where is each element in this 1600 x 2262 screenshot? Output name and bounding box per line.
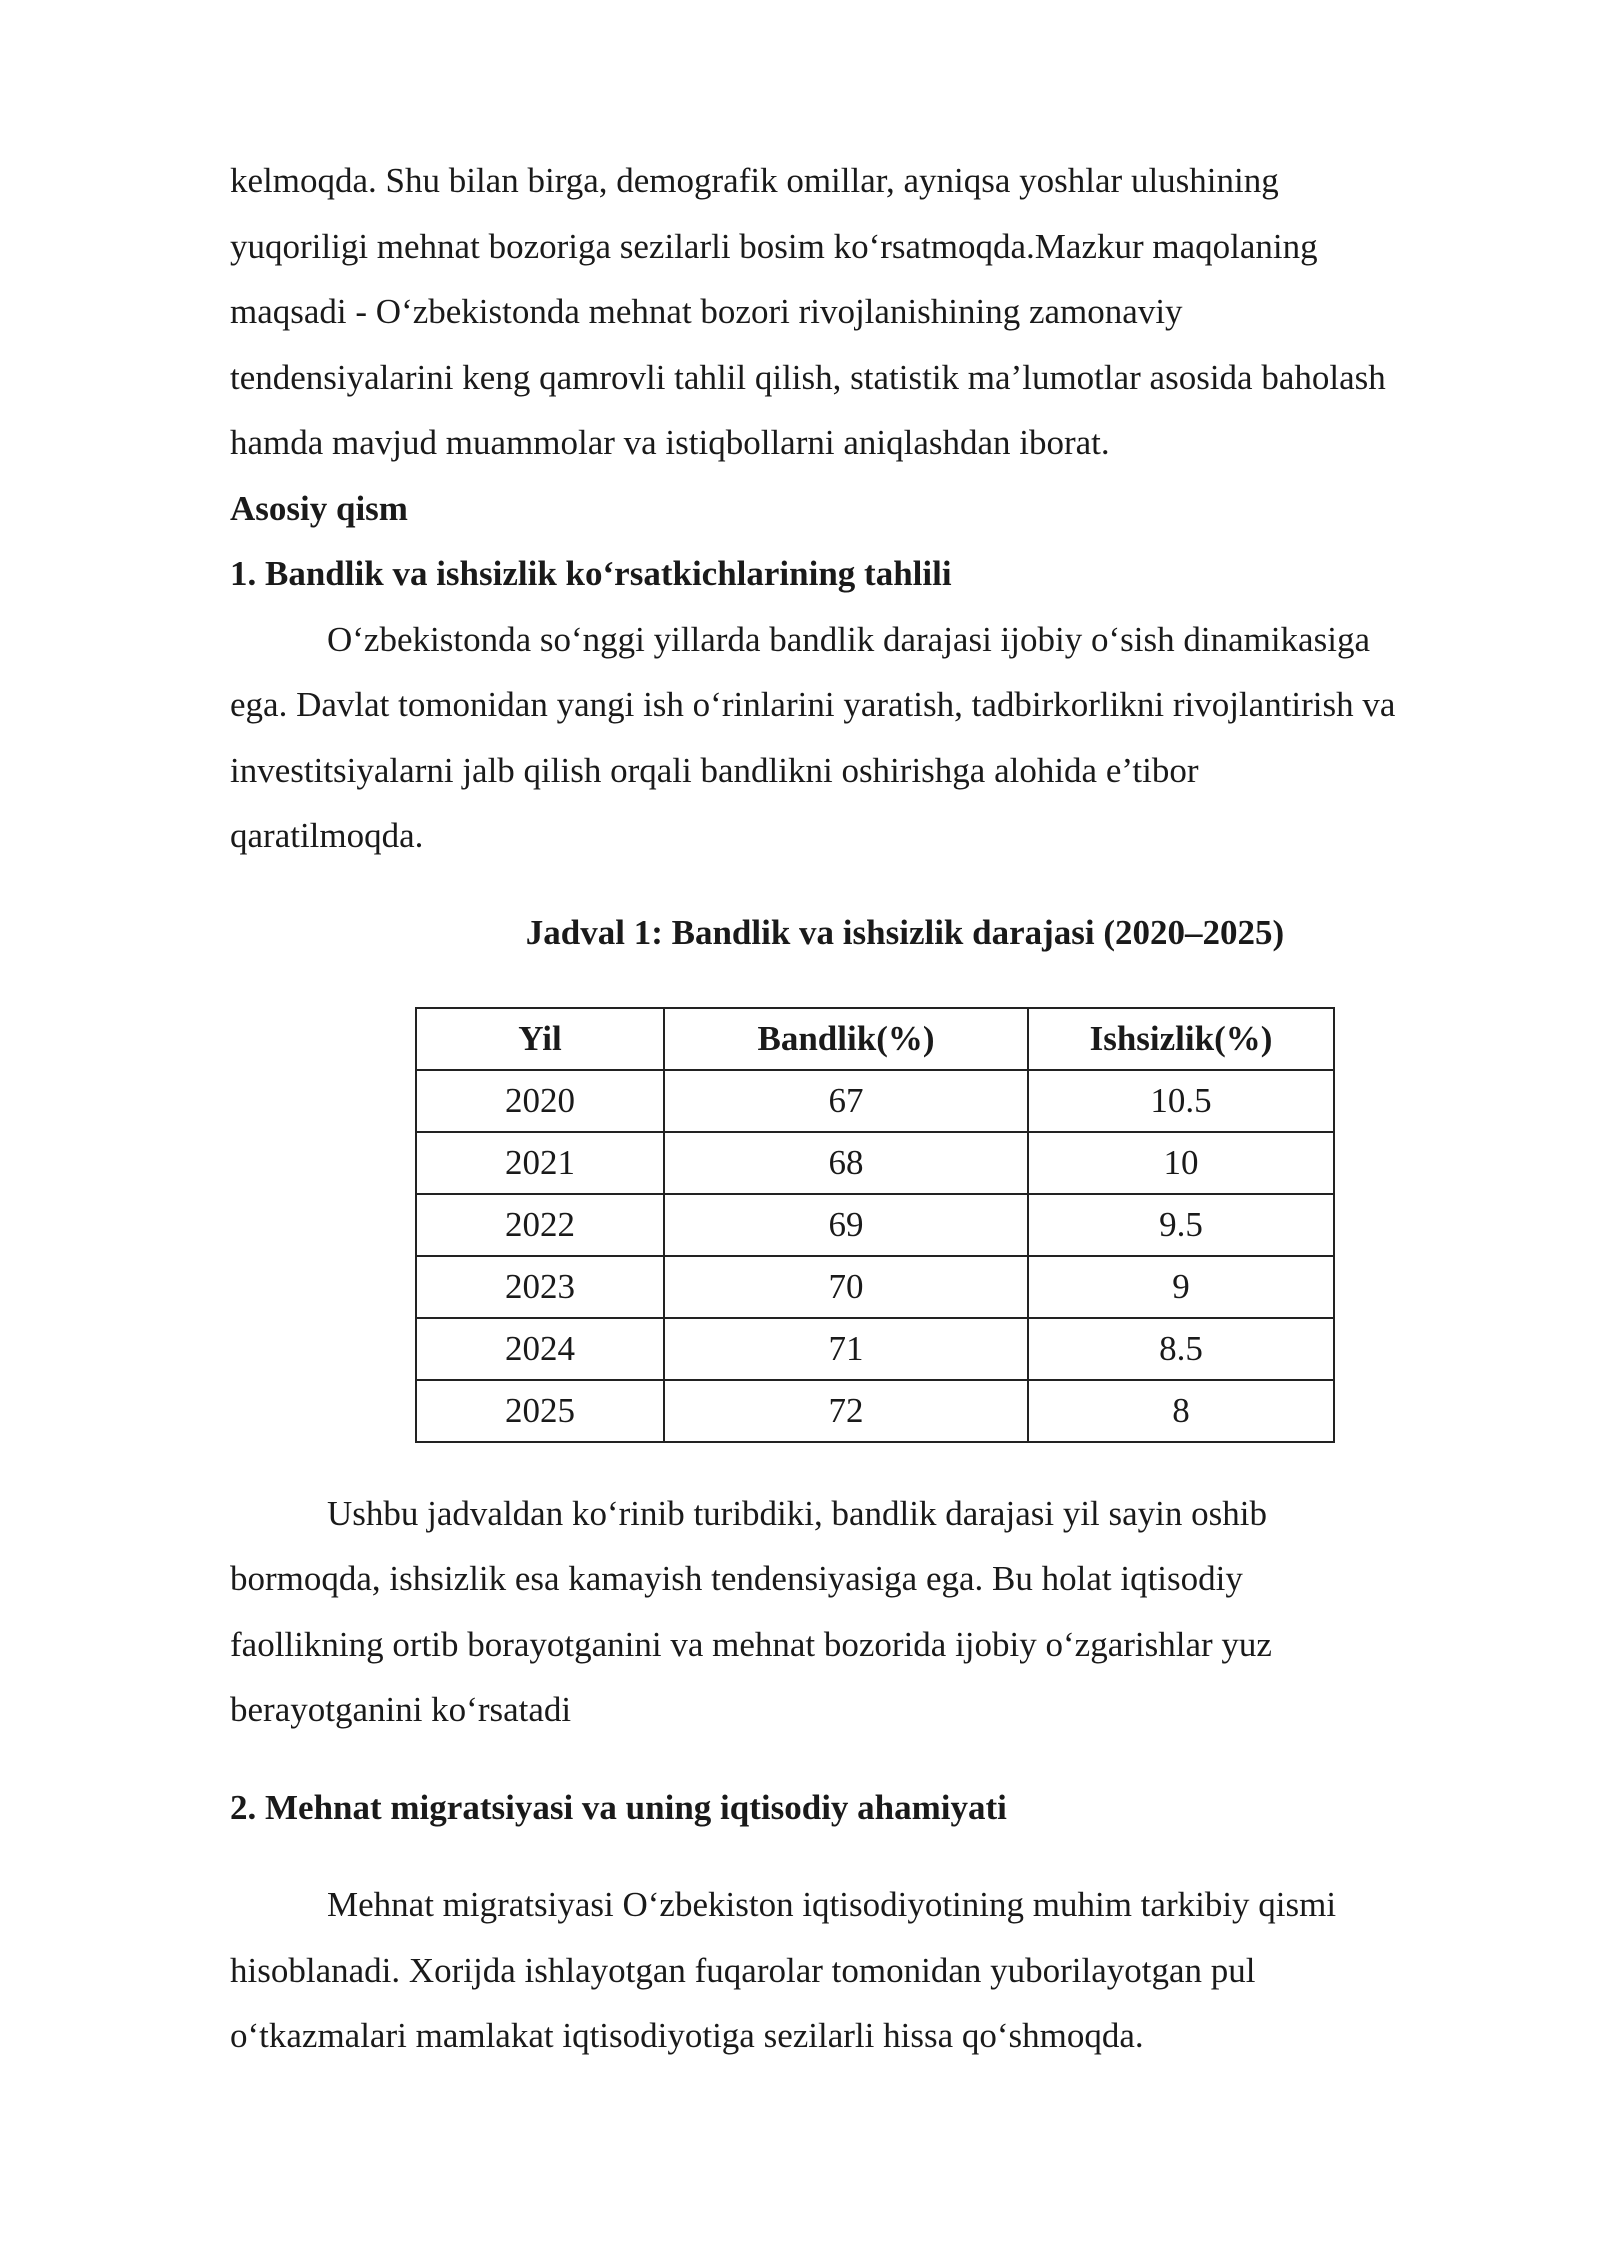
text-line: ega. Davlat tomonidan yangi ish o‘rinlarini yaratish, tadbirkorlikni rivojlantirish va bbox=[230, 685, 1396, 724]
table-row bbox=[416, 1318, 1334, 1380]
text-line: faollikning ortib borayotganini va mehnat bozorida ijobiy o‘zgarishlar yuz bbox=[230, 1624, 1272, 1664]
text-line: tendensiyalarini keng qamrovli tahlil qilish, statistik ma’lumotlar asosida baholash bbox=[230, 357, 1386, 397]
column-header-unemployment: Ishsizlik(%) bbox=[1028, 1008, 1334, 1070]
table-row bbox=[416, 1132, 1334, 1194]
section-2-heading: 2. Mehnat migratsiyasi va uning iqtisodiy ahamiyati bbox=[230, 1787, 1007, 1827]
table-cell: 8 bbox=[1028, 1380, 1334, 1442]
main-heading: Asosiy qism bbox=[230, 488, 408, 528]
text-line: hisoblanadi. Xorijda ishlayotgan fuqarolar tomonidan yuborilayotgan pul bbox=[230, 1950, 1256, 1990]
text-line: Ushbu jadvaldan ko‘rinib turibdiki, bandlik darajasi yil sayin oshib bbox=[327, 1493, 1267, 1533]
document-page bbox=[230, 148, 1500, 2069]
section-1-heading: 1. Bandlik va ishsizlik ko‘rsatkichlarining tahlili bbox=[230, 554, 952, 593]
table-cell: 68 bbox=[664, 1132, 1028, 1194]
table-caption: Jadval 1: Bandlik va ishsizlik darajasi (2020–2025) bbox=[525, 912, 1285, 952]
table-commentary-paragraph bbox=[230, 1481, 1500, 1743]
table-cell: 70 bbox=[664, 1256, 1028, 1318]
section-1-paragraph bbox=[230, 607, 1500, 869]
text-line: qaratilmoqda. bbox=[230, 816, 424, 855]
table-cell: 71 bbox=[664, 1318, 1028, 1380]
text-line: hamda mavjud muammolar va istiqbollarni aniqlashdan iborat. bbox=[230, 423, 1110, 462]
text-line: Mehnat migratsiyasi O‘zbekiston iqtisodiyotining muhim tarkibiy qismi bbox=[327, 1885, 1337, 1924]
table-header-row bbox=[416, 1008, 1334, 1070]
text-line: kelmoqda. Shu bilan birga, demografik omillar, ayniqsa yoshlar ulushining bbox=[230, 161, 1279, 200]
table-row bbox=[416, 1380, 1334, 1442]
table-cell: 8.5 bbox=[1028, 1318, 1334, 1380]
column-header-employment: Bandlik(%) bbox=[664, 1008, 1028, 1070]
table-cell: 2025 bbox=[416, 1380, 664, 1442]
text-line: bormoqda, ishsizlik esa kamayish tendensiyasiga ega. Bu holat iqtisodiy bbox=[230, 1559, 1243, 1598]
table-cell: 2022 bbox=[416, 1194, 664, 1256]
text-line: maqsadi - O‘zbekistonda mehnat bozori rivojlanishining zamonaviy bbox=[230, 292, 1183, 331]
table-cell: 10.5 bbox=[1028, 1070, 1334, 1132]
column-header-year: Yil bbox=[416, 1008, 664, 1070]
text-line: O‘zbekistonda so‘nggi yillarda bandlik darajasi ijobiy o‘sish dinamikasiga bbox=[327, 619, 1370, 659]
table-row bbox=[416, 1194, 1334, 1256]
table-cell: 72 bbox=[664, 1380, 1028, 1442]
table-cell: 2023 bbox=[416, 1256, 664, 1318]
table-row bbox=[416, 1256, 1334, 1318]
table-cell: 2020 bbox=[416, 1070, 664, 1132]
text-line: o‘tkazmalari mamlakat iqtisodiyotiga sezilarli hissa qo‘shmoqda. bbox=[230, 2016, 1144, 2055]
table-cell: 9.5 bbox=[1028, 1194, 1334, 1256]
employment-table bbox=[415, 1007, 1335, 1443]
table-cell: 2024 bbox=[416, 1318, 664, 1380]
table-cell: 9 bbox=[1028, 1256, 1334, 1318]
table-cell: 2021 bbox=[416, 1132, 664, 1194]
table-cell: 67 bbox=[664, 1070, 1028, 1132]
table-cell: 69 bbox=[664, 1194, 1028, 1256]
table-row bbox=[416, 1070, 1334, 1132]
intro-paragraph bbox=[230, 148, 1500, 476]
section-2-paragraph bbox=[230, 1872, 1500, 2069]
table-cell: 10 bbox=[1028, 1132, 1334, 1194]
text-line: yuqoriligi mehnat bozoriga sezilarli bosim ko‘rsatmoqda.Mazkur maqolaning bbox=[230, 226, 1318, 266]
text-line: investitsiyalarni jalb qilish orqali bandlikni oshirishga alohida e’tibor bbox=[230, 750, 1199, 790]
text-line: berayotganini ko‘rsatadi bbox=[230, 1690, 572, 1729]
